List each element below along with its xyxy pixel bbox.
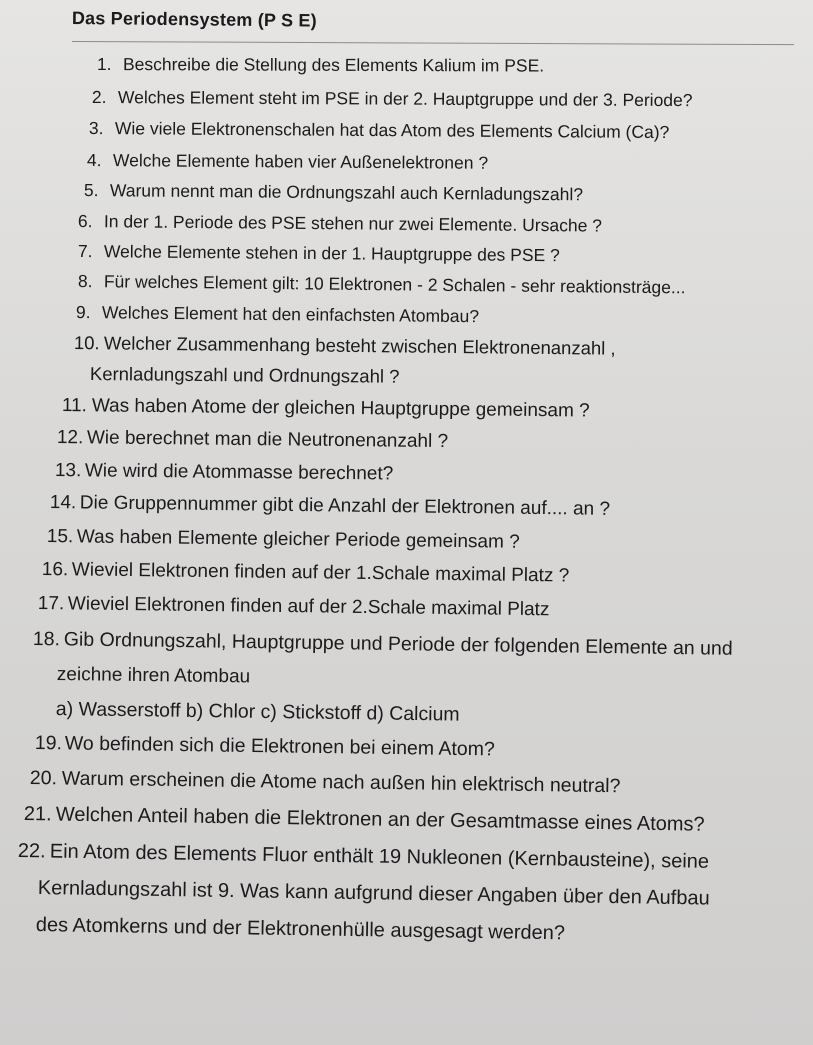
question-number: 6. — [77, 211, 93, 232]
question-5 — [84, 180, 583, 205]
question-text: Welche Elemente stehen in der 1. Hauptgruppe des PSE ? — [103, 241, 560, 266]
question-text: Wie berechnet man die Neutronenanzahl ? — [86, 427, 449, 453]
question-number: 5. — [83, 180, 99, 201]
question-8 — [78, 271, 686, 298]
question-text: Wie viele Elektronenschalen hat das Atom des Elements Calcium (Ca)? — [114, 118, 670, 143]
question-number: 4. — [86, 150, 102, 171]
question-text: In der 1. Periode des PSE stehen nur zwei Elemente. Ursache ? — [103, 211, 603, 236]
question-number: 19. — [34, 732, 63, 755]
question-number: 17. — [37, 593, 65, 615]
question-1 — [97, 54, 544, 77]
title-divider — [72, 41, 794, 45]
question-text: Für welches Element gilt: 10 Elektronen - 2 Schalen - sehr reaktionsträge... — [103, 271, 686, 298]
question-number: 7. — [77, 241, 93, 262]
question-15 — [47, 526, 520, 554]
question-18-elements: a) Wasserstoff b) Chlor c) Stickstoff d) Calcium — [55, 698, 460, 726]
question-13 — [55, 460, 394, 486]
question-21 — [24, 803, 705, 837]
question-22-continuation-2: des Atomkerns und der Elektronenhülle ausgesagt werden? — [35, 914, 566, 945]
question-number: 15. — [46, 526, 74, 548]
question-text: Warum nennt man die Ordnungszahl auch Kernladungszahl? — [109, 180, 584, 205]
question-text: Welchen Anteil haben die Elektronen an der Gesamtmasse eines Atoms? — [55, 803, 705, 836]
question-18-continuation: zeichne ihren Atombau — [56, 664, 251, 688]
question-12 — [57, 427, 448, 453]
question-3 — [89, 118, 670, 143]
question-number: 8. — [77, 271, 93, 292]
question-18 — [33, 628, 733, 661]
question-number: 22. — [17, 840, 46, 863]
question-20 — [30, 767, 621, 798]
question-text: Wieviel Elektronen finden auf der 2.Schale maximal Platz — [67, 593, 550, 621]
question-number: 2. — [91, 87, 107, 108]
question-text: Ein Atom des Elements Fluor enthält 19 Nukleonen (Kernbausteine), seine — [49, 840, 710, 873]
question-text: Was haben Atome der gleichen Hauptgruppe gemeinsam ? — [91, 395, 590, 422]
question-text: Was haben Elemente gleicher Periode gemeinsam ? — [76, 526, 520, 553]
question-text: Warum erscheinen die Atome nach außen hin elektrisch neutral? — [61, 767, 621, 798]
question-number: 9. — [75, 302, 91, 323]
question-text: Wie wird die Atommasse berechnet? — [84, 460, 394, 485]
question-number: 21. — [23, 803, 52, 826]
question-number: 11. — [61, 395, 88, 417]
question-10-continuation: Kernladungszahl und Ordnungszahl ? — [89, 363, 400, 387]
question-9 — [76, 302, 479, 327]
question-number: 14. — [49, 492, 77, 514]
question-7 — [78, 241, 560, 266]
question-2 — [92, 87, 693, 111]
question-number: 18. — [32, 628, 61, 651]
question-17 — [38, 593, 550, 621]
question-4 — [87, 150, 488, 174]
question-number: 16. — [41, 559, 69, 581]
question-text: Wieviel Elektronen finden auf der 1.Schale maximal Platz ? — [71, 559, 570, 587]
question-text: Wo befinden sich die Elektronen bei einem Atom? — [64, 732, 495, 761]
question-number: 1. — [96, 54, 112, 75]
page-title: Das Periodensystem (P S E) — [71, 8, 317, 31]
question-text: Welches Element steht im PSE in der 2. Hauptgruppe und der 3. Periode? — [117, 87, 693, 111]
question-14 — [50, 492, 610, 521]
question-22 — [18, 840, 710, 874]
question-text: Welches Element hat den einfachsten Atombau? — [101, 302, 480, 327]
question-10 — [74, 332, 616, 360]
question-number: 12. — [56, 427, 84, 449]
question-19 — [35, 732, 495, 761]
question-text: Gib Ordnungszahl, Hauptgruppe und Periode der folgenden Elemente an und — [63, 628, 733, 660]
question-text: Die Gruppennummer gibt die Anzahl der Elektronen auf.... an ? — [79, 492, 611, 520]
question-number: 10. — [73, 332, 100, 354]
question-11 — [62, 395, 590, 423]
question-text: Welche Elemente haben vier Außenelektronen ? — [112, 150, 489, 173]
question-number: 3. — [88, 118, 104, 139]
question-number: 13. — [54, 460, 82, 482]
question-number: 20. — [29, 767, 58, 790]
question-22-continuation: Kernladungszahl ist 9. Was kann aufgrund dieser Angaben über den Aufbau — [37, 877, 710, 910]
question-text: Beschreibe die Stellung des Elements Kalium im PSE. — [122, 54, 545, 76]
question-16 — [42, 559, 570, 587]
question-text: Welcher Zusammenhang besteht zwischen Elektronenanzahl , — [103, 332, 616, 359]
question-6 — [78, 211, 602, 237]
